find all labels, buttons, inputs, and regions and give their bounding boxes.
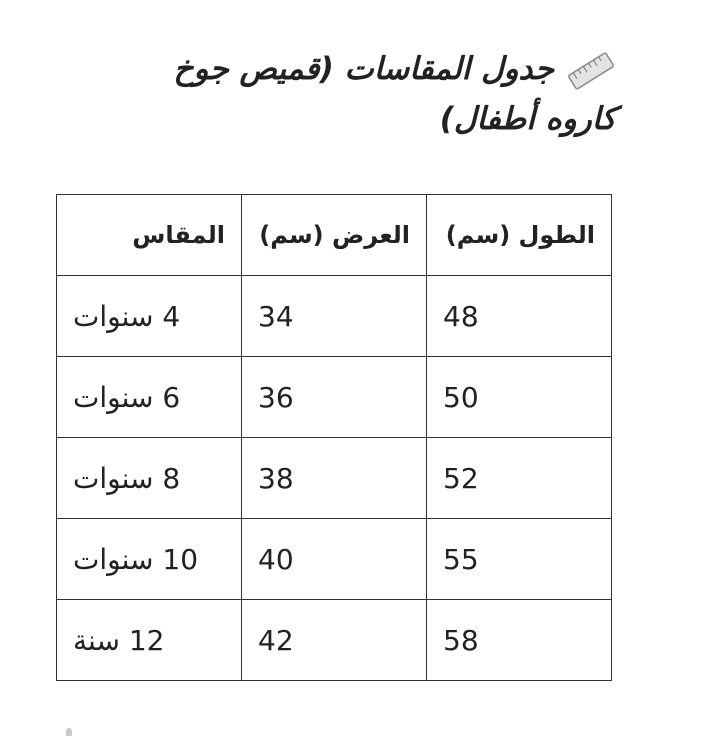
cell-width: 38 (242, 438, 427, 519)
page-title-block (96, 44, 616, 144)
table-row (57, 438, 612, 519)
cell-size-text: 10 سنوات (73, 542, 199, 576)
page-title: جدول المقاسات (قميص جوخ كاروه أطفال) (173, 51, 616, 137)
cell-length: 55 (427, 519, 612, 600)
cell-size-text: 6 سنوات (73, 380, 181, 414)
table-row (57, 519, 612, 600)
cell-length: 48 (427, 276, 612, 357)
header-size: المقاس (57, 195, 242, 276)
table-row (57, 600, 612, 681)
cell-size (57, 438, 242, 519)
cell-width: 36 (242, 357, 427, 438)
header-length: الطول (سم) (427, 195, 612, 276)
cell-length: 58 (427, 600, 612, 681)
cell-width: 40 (242, 519, 427, 600)
cell-size-text: 8 سنوات (73, 461, 181, 495)
cell-length: 50 (427, 357, 612, 438)
ruler-icon (566, 51, 616, 91)
table-row (57, 276, 612, 357)
scroll-indicator (66, 728, 72, 736)
size-table (56, 194, 612, 681)
cell-width: 34 (242, 276, 427, 357)
cell-size-text: 12 سنة (73, 623, 165, 657)
cell-size (57, 519, 242, 600)
cell-size (57, 357, 242, 438)
table-header-row (57, 195, 612, 276)
header-width: العرض (سم) (242, 195, 427, 276)
cell-length: 52 (427, 438, 612, 519)
cell-size (57, 600, 242, 681)
cell-size (57, 276, 242, 357)
table-row (57, 357, 612, 438)
cell-width: 42 (242, 600, 427, 681)
cell-size-text: 4 سنوات (73, 299, 181, 333)
